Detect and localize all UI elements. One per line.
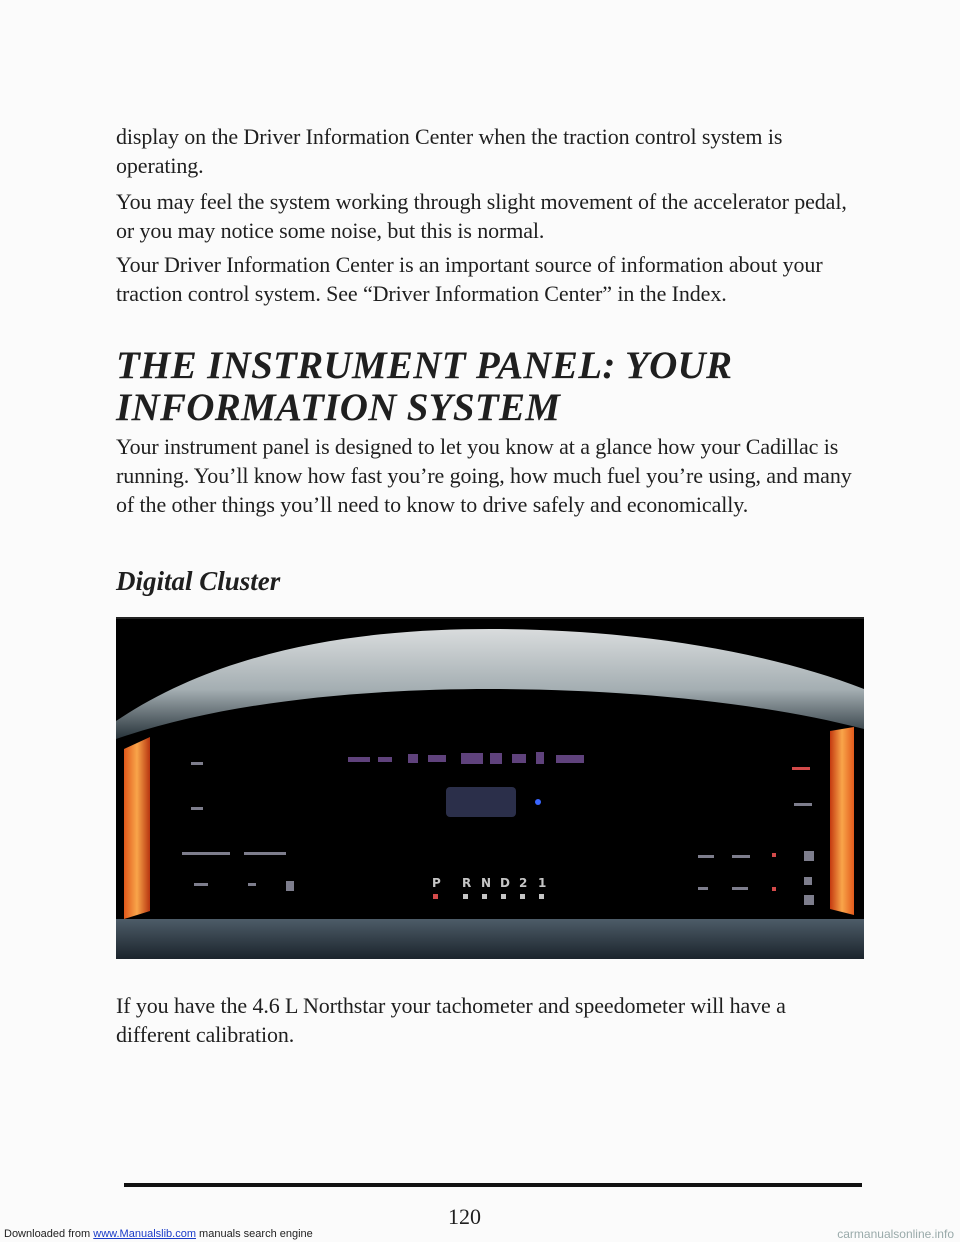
page-number: 120 — [448, 1204, 481, 1229]
gear-letter-d: D — [500, 876, 510, 890]
site-watermark: carmanualsonline.info — [837, 1227, 954, 1241]
paragraph-system-feel: You may feel the system working through slight movement of the accelerator pedal, or you may notice some noise, but this is normal. — [116, 189, 847, 243]
gear-letter-r: R — [462, 876, 472, 890]
download-watermark — [4, 1228, 313, 1240]
gear-letter-1: 1 — [538, 876, 547, 890]
digital-cluster-illustration — [116, 619, 864, 959]
section-heading-line-1: THE INSTRUMENT PANEL: YOUR — [116, 344, 733, 387]
paragraph-caption: If you have the 4.6 L Northstar your tachometer and speedometer will have a different calibration. — [116, 993, 786, 1047]
section-heading-line-2: INFORMATION SYSTEM — [116, 386, 561, 429]
blue-indicator-icon — [535, 799, 541, 805]
gear-letter-n: N — [481, 876, 492, 890]
gear-letter-p: P — [432, 876, 441, 890]
paragraph-instrument-panel-intro: Your instrument panel is designed to let you know at a glance how your Cadillac is running. You’ll know how fast you’re going, how much fuel you’re using, and many of the other things you’ll need to know to drive safely and economically. — [116, 434, 852, 517]
manualslib-link[interactable]: www.Manualslib.com — [93, 1228, 196, 1240]
paragraph-traction-display: display on the Driver Information Center when the traction control system is operating. — [116, 124, 783, 178]
right-side-glow — [830, 727, 854, 915]
watermark-suffix: manuals search engine — [199, 1228, 313, 1240]
gear-letter-2: 2 — [519, 876, 528, 890]
digital-cluster-photo — [116, 617, 864, 959]
watermark-prefix: Downloaded from — [4, 1228, 91, 1240]
cluster-base — [116, 919, 864, 959]
footer-rule — [124, 1183, 862, 1187]
paragraph-info-center: Your Driver Information Center is an important source of information about your traction control system. See “Driver Information Center” in the Index. — [116, 252, 823, 306]
subheading-digital-cluster: Digital Cluster — [116, 566, 281, 596]
left-side-glow — [124, 737, 150, 919]
digital-speed-readout — [446, 787, 516, 817]
